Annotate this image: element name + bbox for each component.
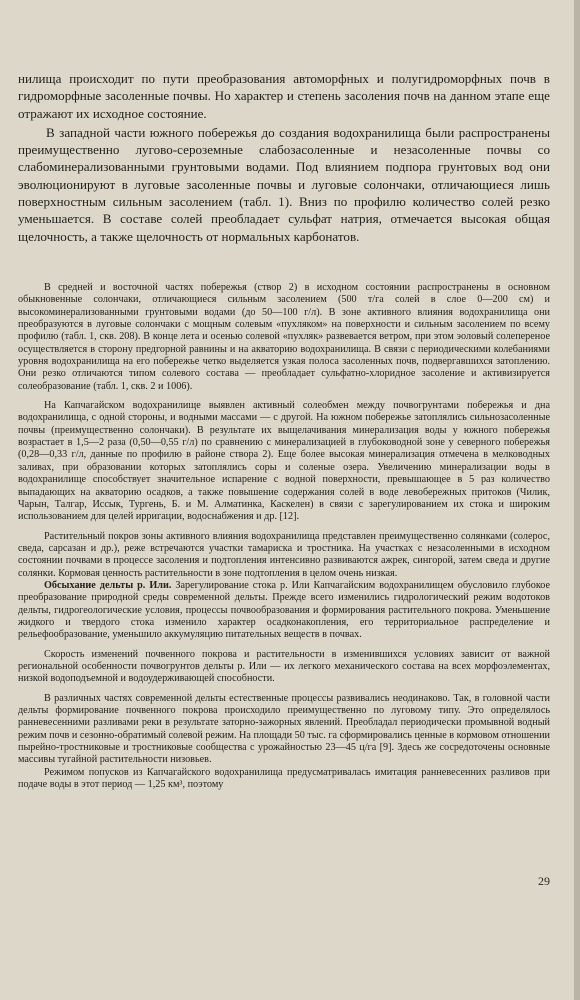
- page-number: 29: [538, 874, 550, 888]
- paragraph-middle-eastern-coast: В средней и восточной частях побережья (створ 2) в исходном состоянии распространены в основном обыкновенные солончаки, отличающиеся сильным засолением (500 т/га солей в слое 0—200 см) и высокоминерализованными грунтовыми водами (до 50—100 г/л). В зоне активного влияния водохранилища они преобразуются в луговые солончаки с мощным солевым «пухляком» на поверхности и сильным засолением по всему профилю (табл. 1, скв. 208). В конце лета и осенью солевой «пухляк» развевается ветром, при этом эоловый солепереное осуществляется в сторону предгорной равнины и на акваторию водохранилища. В связи с периодическими колебаниями уровня водохранилища на его побережье четко выделяется узкая полоса засоленных почв, подвергавшихся затоплению. Они резко отличаются типом солевого состава — преобладает сульфатно-хлоридное засоление и активизируется солеобразование (табл. 1, скв. 2 и 1006).: [18, 282, 550, 392]
- paragraph-release-regime: Режимом попусков из Капчагайского водохранилища предусматривалась имитация ранневесенних разливов при подаче воды в этот период — 1,25 км³, поэтому: [18, 766, 550, 791]
- paragraph-salt-exchange: На Капчагайском водохранилище выявлен активный солеобмен между почвогрунтами побережья и дна водохранилища, с одной стороны, и водными массами — с другой. На южном побережье затоплялись сильнозасоленные почвы (преимущественно солончаки). В результате их выщелачивания минерализация воды у южного побережья возрастает в 1,5—2 раза (0,50—0,55 г/л) по сравнению с минерализацией в глубоководной зоне у северного побережья (0,28—0,33 г/л, данные по профилю в районе створа 2). Еще более высокая минерализация отмечена в мелководных заливах, при образовании которых затоплялись соры и соленые озера. Увеличению минерализации воды в водохранилище способствует значительное испарение с водной поверхности, превышающее в 5 раз количество выпадающих на акваторию осадков, а также повышение содержания солей в воде левобережных притоков (Чилик, Чарын, Талгар, Иссык, Тургень, Б. и М. Алматинка, Каскелен) в связи с зарегулированием их стока и широким использованием для целей ирригации, водоснабжения и др. [12].: [18, 400, 550, 523]
- main-text-block: [18, 70, 550, 245]
- paragraph-change-speed: Скорость изменений почвенного покрова и растительности в изменившихся условиях зависит от важной региональной особенности почвогрунтов дельты р. Или — их легкого механического состава на всех морфоэлементах, низкой водоподъемной и водоудерживающей способности.: [18, 648, 550, 685]
- subheading-delta-drying: Обсыхание дельты р. Или.: [44, 579, 172, 591]
- page-edge-shadow: [574, 0, 580, 1000]
- paragraph-delta-parts: В различных частях современной дельты естественные процессы развивались неодинаково. Так, в головной части дельты формирование почвенного покрова происходило преимущественно по луговому типу. Это определялось ранневесенними разливами реки в результате заторно-зажорных явлений. Преобладал периодически промывной водный режим почв и сезонно-обратимый солевой режим. На площади 50 тыс. га сформировались ценные в кормовом отношении пырейно-тростниковые и тростниковые сообщества с урожайностью 23—45 ц/га [9]. Здесь же сосредоточены основные массивы тугайной растительности низовьев.: [18, 692, 550, 766]
- paragraph-western-coast: В западной части южного побережья до создания водохранилища были распространены преимущественно лугово-сероземные слабозасоленные и незасоленные почвы со слабоминерализованными грунтовыми водами. Под влиянием подпора грунтовых вод они эволюционируют в луговые засоленные почвы и луговые солончаки, отличающиеся лишь поверхностным сильным засолением (табл. 1). Вниз по профилю количество солей резко уменьшается. В составе солей преобладает сульфат натрия, отмечается высокая общая щелочность, а также щелочность от нормальных карбонатов.: [18, 124, 550, 244]
- paragraph-delta-drying: [18, 580, 550, 642]
- paragraph-continuation: нилища происходит по пути преобразования автоморфных и полугидроморфных почв в гидроморфные засоленные почвы. Но характер и степень засоления почв на данном этапе еще отражают их исходное состояние.: [18, 71, 550, 121]
- paragraph-vegetation: Растительный покров зоны активного влияния водохранилища представлен преимущественно солянками (солерос, сведа, сарсазан и др.), реже встречаются участки тамариска и тростника. На участках с незасоленными в исходном состоянии почвами в процессе засоления и подтопления интенсивно развиваются ажрек, сингорой, затем сведа и другие солянки. Кормовая ценность растительности в зоне подтопления в целом очень низкая.: [18, 530, 550, 579]
- paragraph-delta-drying-body: Зарегулирование стока р. Или Капчагайским водохранилищем обусловило глубокое преобразование природной среды современной дельты. Прежде всего изменились гидрологический режим водотоков дельты, гидрогеологические условия, процессы почвообразования и формирования растительного покрова. Уменьшение жидкого и твердого стока изменило характер осадконакопления, его территориальное распределение и рельефообразование, уменьшило аккумуляцию питательных веществ в почвах.: [18, 579, 550, 641]
- small-text-block: [18, 282, 550, 791]
